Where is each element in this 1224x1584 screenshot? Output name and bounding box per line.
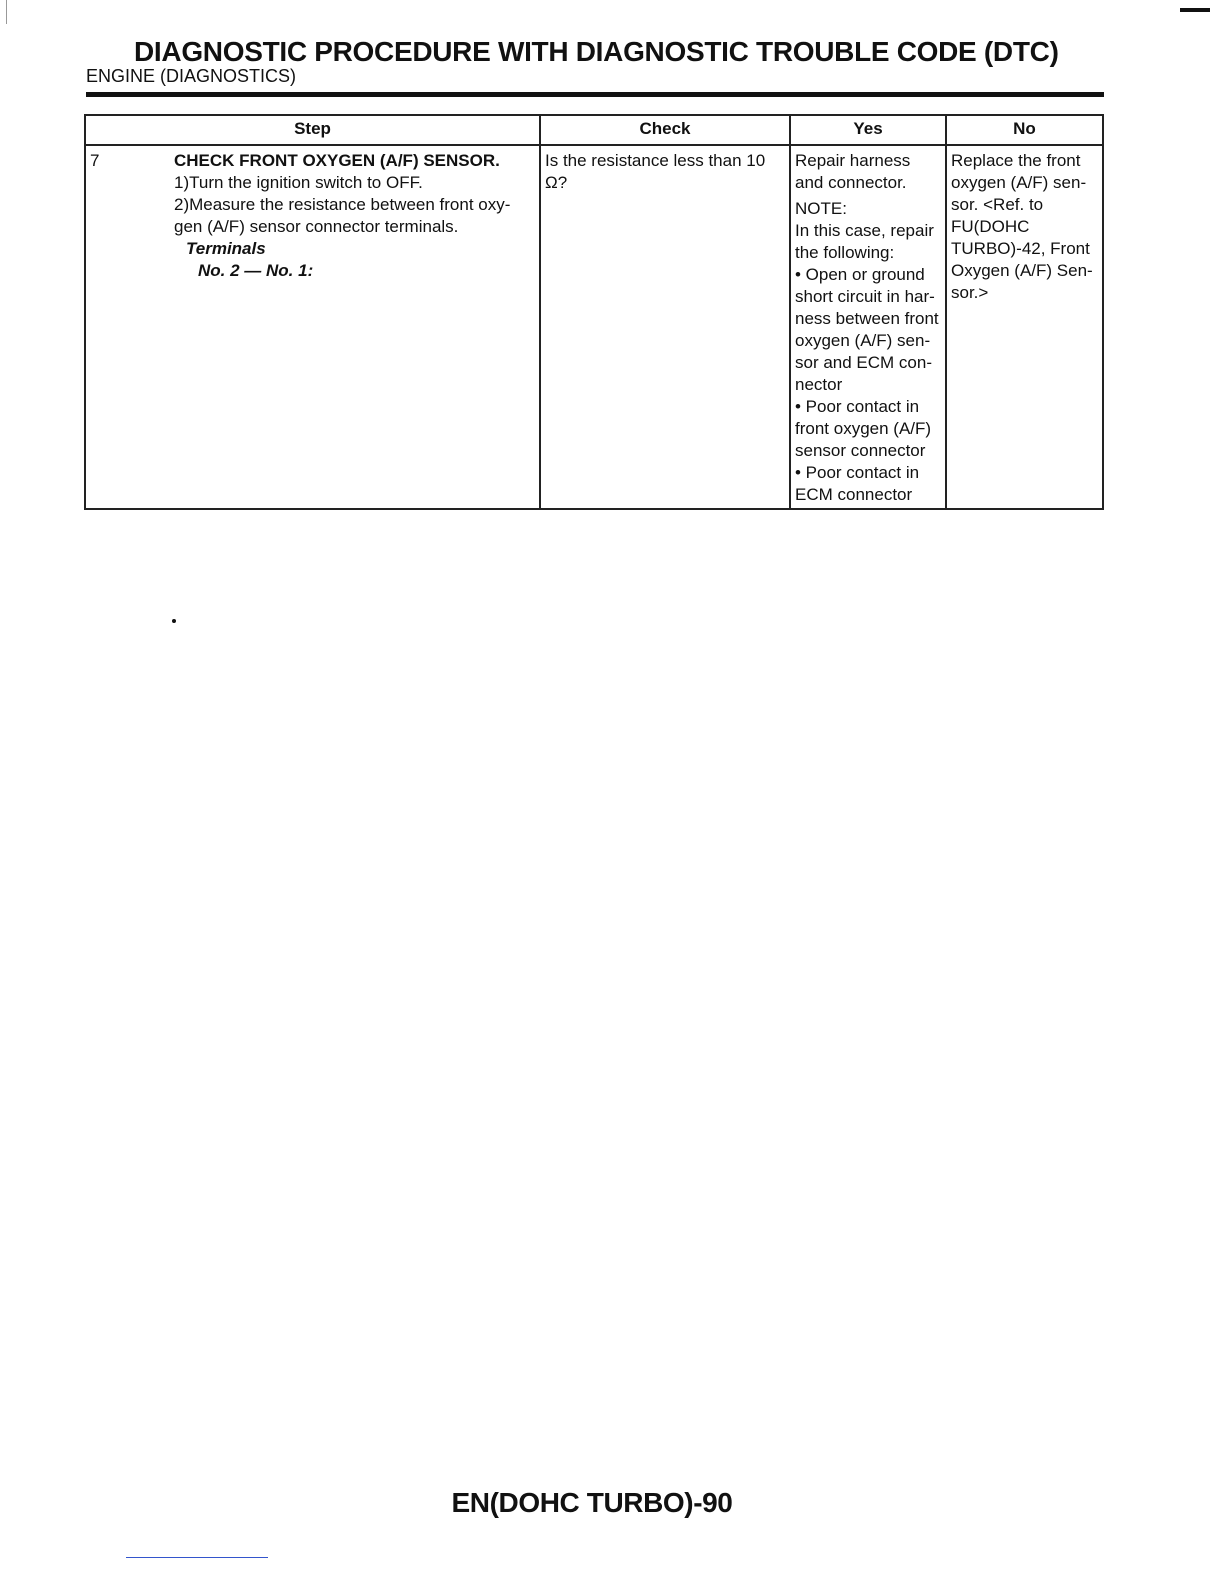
step-number: 7 (90, 151, 100, 170)
stray-dot (172, 619, 176, 623)
step-instruction-1: 1)Turn the ignition switch to OFF. (174, 173, 423, 192)
terminals-label: Terminals (186, 239, 266, 258)
header-check: Check (540, 115, 790, 145)
check-cell (540, 145, 790, 509)
page-title: DIAGNOSTIC PROCEDURE WITH DIAGNOSTIC TROUBLE CODE (DTC) (134, 36, 1059, 67)
header-step: Step (85, 115, 540, 145)
yes-item: • Poor contact in ECM connector (795, 463, 920, 504)
yes-cell (790, 145, 946, 509)
yes-note-intro: In this case, repair the following: (795, 221, 934, 262)
step-instruction-2: 2)Measure the resistance between front oxy-gen (A/F) sensor connector terminals. (174, 195, 511, 236)
diagnostic-table (84, 114, 1104, 510)
yes-action: Repair harness and connector. (795, 151, 911, 192)
yes-item: • Open or ground short circuit in har-ness between front oxygen (A/F) sen-sor and ECM con-nector (795, 265, 939, 394)
no-text: Replace the front oxygen (A/F) sen-sor. <Ref. to FU(DOHC TURBO)-42, Front Oxygen (A/F) Sen-sor.> (951, 151, 1093, 302)
step-heading: CHECK FRONT OXYGEN (A/F) SENSOR. (174, 151, 500, 170)
table-row (85, 145, 1103, 509)
bottom-edge-line (126, 1557, 268, 1558)
yes-note-label: NOTE: (795, 199, 847, 218)
step-cell (85, 145, 540, 509)
yes-item: • Poor contact in front oxygen (A/F) sensor connector (795, 397, 932, 460)
scan-edge-mark (6, 0, 7, 24)
step-body (174, 150, 535, 282)
header-rule (86, 92, 1104, 97)
check-text: Is the resistance less than 10 Ω? (545, 151, 766, 192)
page-number: EN(DOHC TURBO)-90 (451, 1487, 733, 1518)
table-header-row (85, 115, 1103, 145)
page-subtitle: ENGINE (DIAGNOSTICS) (86, 66, 297, 86)
header-yes: Yes (790, 115, 946, 145)
header-no: No (946, 115, 1103, 145)
no-cell (946, 145, 1103, 509)
terminals-value: No. 2 — No. 1: (198, 261, 314, 280)
corner-mark (1180, 8, 1210, 12)
